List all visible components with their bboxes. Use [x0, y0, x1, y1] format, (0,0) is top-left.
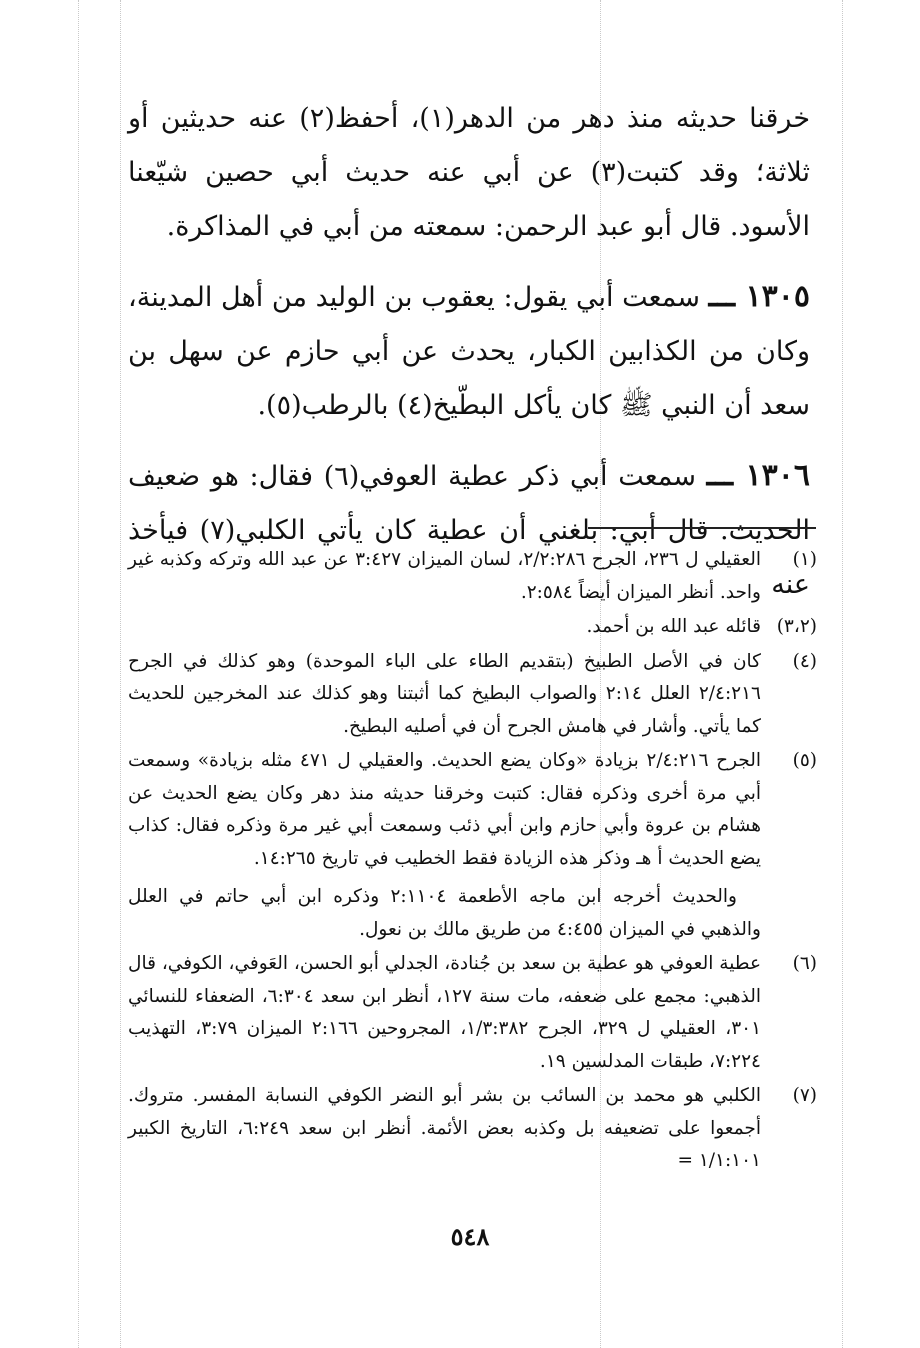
footnote — [128, 1080, 817, 1178]
footnote-label: (٣،٢) — [776, 616, 817, 637]
footnote-label: (٥) — [792, 750, 817, 771]
footnote-label: (٧) — [792, 1085, 817, 1106]
hadith-text: سمعت أبي يقول: يعقوب بن الوليد من أهل المدينة، وكان من الكذابين الكبار، يحدث عن أبي حازم عن سهل بن سعد أن النبي ﷺ كان يأكل البطّيخ(٤) بالرطب(٥). — [128, 282, 810, 421]
page-number: ٥٤٨ — [450, 1222, 490, 1251]
hadith-number: ١٣٠٦ ـــ — [706, 458, 810, 493]
paragraph-continuation: خرقنا حديثه منذ دهر من الدهر(١)، أحفظ(٢) عنه حديثين أو ثلاثة؛ وقد كتبت(٣) عن أبي عنه حديث أبي حصين شيّعنا الأسود. قال أبو عبد الرحمن: سمعته من أبي في المذاكرة. — [128, 103, 811, 242]
footnote-text: قائله عبد الله بن أحمد. — [586, 616, 761, 637]
footnote-text: الجرح ٢/٤:٢١٦ بزيادة «وكان يضع الحديث. والعقيلي ل ٤٧١ مثله بزيادة» وسمعت أبي مرة أخرى وذكره فقال: كتبت وخرقنا حديثه منذ دهر وكان يضع الحديث عن هشام بن عروة وأبي حازم وابن أبي ذئب وسمعت أبي غير مرة وذكره فقال: كذاب يضع الحديث أ هـ وذكر هذه الزيادة فقط الخطيب في تاريخ ١٤:٢٦٥. — [128, 750, 762, 869]
scan-margin-line — [78, 0, 79, 1348]
footnote-label: (٤) — [792, 650, 817, 672]
scan-margin-line — [120, 0, 121, 1348]
footnotes — [128, 544, 817, 1180]
footnote — [128, 544, 817, 609]
hadith-text: سمعت أبي ذكر عطية العوفي(٦) فقال: هو ضعيف الحديث. قال أبي: بلغني أن عطية كان يأتي الكلبي(٧) فيأخذ عنه — [128, 461, 810, 600]
hadith-number: ١٣٠٥ ـــ — [708, 279, 810, 314]
footnote-text: كان في الأصل الطبيخ (بتقديم الطاء على الباء الموحدة) وهو كذلك في الجرح ٢/٤:٢١٦ العلل ٢:١٤ والصواب البطيخ كما أثبتنا وهو كذلك عند المخرجين للحديث كما يأتي. وأشار في هامش الجرح أن في أصليه البطيخ. — [128, 650, 761, 737]
footnote — [128, 611, 817, 644]
footnote-text: العقيلي ل ٢٣٦، الجرح ٢/٢:٢٨٦، لسان الميزان ٣:٤٢٧ عن عبد الله وتركه وكذبه غير واحد. أنظر الميزان أيضاً ٢:٥٨٤. — [128, 549, 762, 603]
hadith-1305 — [128, 270, 810, 433]
footnote-label: (٦) — [792, 953, 817, 974]
footnote-text: الكلبي هو محمد بن السائب بن بشر أبو النضر الكوفي النسابة المفسر. متروك. أجمعوا على تضعيفه بل وكذبه بعض الأئمة. أنظر ابن سعد ٦:٢٤٩، التاريخ الكبير ١/١:١٠١ = — [128, 1085, 761, 1171]
footnote-continuation: والحديث أخرجه ابن ماجه الأطعمة ٢:١١٠٤ وذكره ابن أبي حاتم في العلل والذهبي في الميزان ٤:٤٥٥ من طريق مالك بن نعول. — [128, 886, 761, 940]
footnote — [128, 745, 817, 946]
footnote — [128, 646, 817, 744]
footnote-label: (١) — [792, 549, 817, 570]
scan-margin-line — [842, 0, 843, 1348]
footnote — [128, 948, 817, 1078]
footnote-text: عطية العوفي هو عطية بن سعد بن جُنادة، الجدلي أبو الحسن، العَوفي، الكوفي، قال الذهبي: مجمع على ضعفه، مات سنة ١٢٧، أنظر ابن سعد ٦:٣٠٤، الضعفاء للنسائي ٣٠١، العقيلي ل ٣٢٩، الجرح ١/٣:٣٨٢، المجروحين ٢:١٦٦ الميزان ٣:٧٩، التهذيب ٧:٢٢٤، طبقات المدلسين ١٩. — [128, 953, 762, 1072]
footnote-separator — [588, 527, 816, 529]
